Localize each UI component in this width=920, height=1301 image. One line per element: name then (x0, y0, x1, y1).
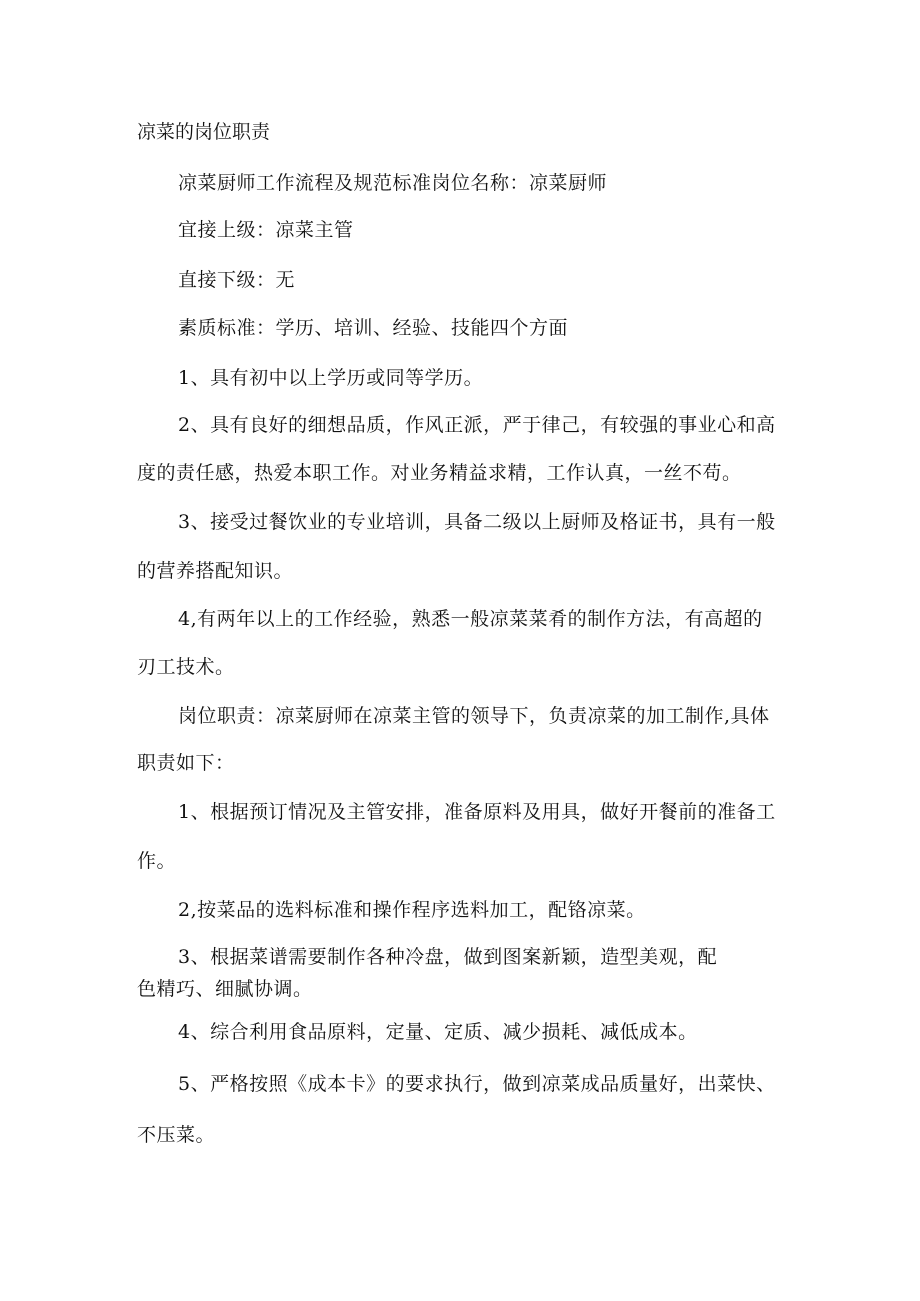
list-item: 3、接受过餐饮业的专业培训，具备二级以上厨师及格证书，具有一般 (178, 511, 776, 533)
list-item-continuation: 不压菜。 (137, 1124, 216, 1146)
list-item-continuation: 色精巧、细腻协调。 (137, 978, 313, 1000)
list-item-continuation: 作。 (137, 850, 177, 872)
paragraph-line: 直接下级：无 (178, 269, 296, 291)
list-item: 4,有两年以上的工作经验，熟悉一般凉菜菜肴的制作方法，有高超的 (178, 608, 763, 630)
paragraph-continuation: 职责如下： (137, 752, 235, 774)
list-item: 2、具有良好的细想品质，作风正派，严于律己，有较强的事业心和高 (178, 414, 776, 436)
list-item: 3、根据菜谱需要制作各种冷盘，做到图案新颖，造型美观，配 (178, 946, 718, 968)
paragraph-line: 宜接上级：凉菜主管 (178, 219, 354, 241)
document-title: 凉菜的岗位职责 (137, 121, 271, 143)
list-item: 2,按菜品的选料标准和操作程序选料加工，配铬凉菜。 (178, 899, 646, 921)
paragraph-line: 岗位职责：凉菜厨师在凉菜主管的领导下，负责凉菜的加工制作,具体 (178, 705, 770, 727)
list-item: 1、根据预订情况及主管安排，准备原料及用具，做好开餐前的准备工 (178, 801, 776, 823)
list-item: 5、严格按照《成本卡》的要求执行，做到凉菜成品质量好，出菜快、 (178, 1073, 776, 1095)
list-item: 4、综合利用食品原料，定量、定质、减少损耗、减低成本。 (178, 1021, 698, 1043)
list-item-continuation: 的营养搭配知识。 (137, 560, 294, 582)
list-item-continuation: 刃工技术。 (137, 656, 235, 678)
paragraph-line: 素质标准：学历、培训、经验、技能四个方面 (178, 317, 569, 339)
list-item: 1、具有初中以上学历或同等学历。 (178, 367, 484, 389)
paragraph-line: 凉菜厨师工作流程及规范标准岗位名称：凉菜厨师 (178, 172, 608, 194)
list-item-continuation: 度的责任感，热爱本职工作。对业务精益求精，工作认真，一丝不苟。 (137, 462, 742, 484)
